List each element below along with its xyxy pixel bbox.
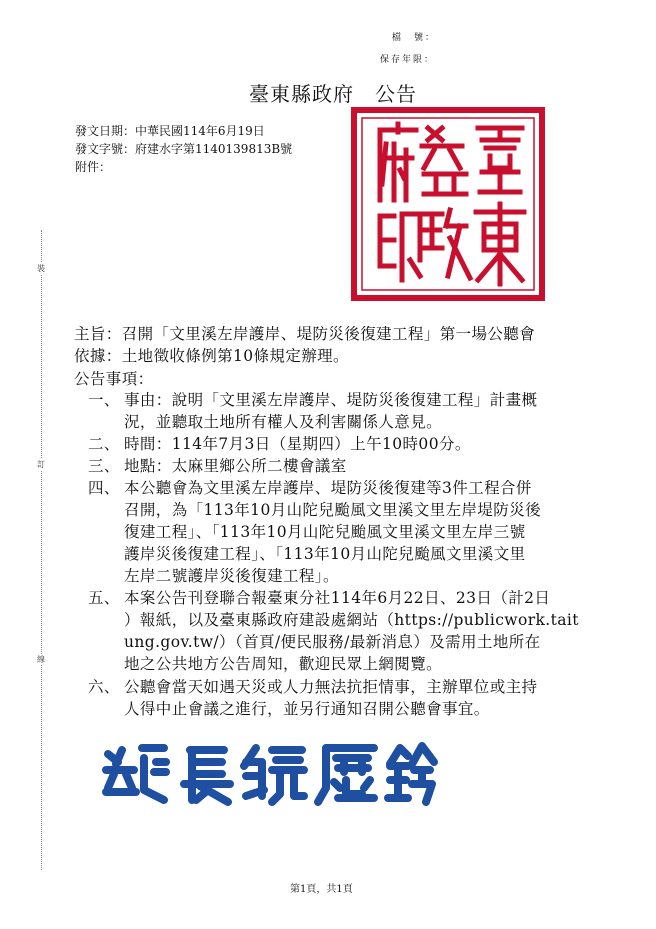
item-line: 事由：說明「文里溪左岸護岸、堤防災後復建工程」計畫概: [124, 391, 538, 409]
binding-mark-zhuang: 裝: [37, 264, 45, 273]
issue-date: 發文日期：中華民國114年6月19日: [75, 124, 265, 138]
item-number: 一、: [88, 391, 120, 409]
item-number: 三、: [88, 457, 120, 475]
item-line: 左岸二號護岸災後復建工程」。: [124, 567, 339, 585]
item-number: 二、: [88, 435, 120, 453]
item-number: 六、: [88, 678, 120, 696]
item-line: 況，並聽取土地所有權人及利害關係人意見。: [124, 413, 443, 431]
page-number: 第1頁，共1頁: [290, 884, 353, 895]
official-seal-stamp: [350, 106, 546, 302]
item-line: 地之公共地方公告周知，歡迎民眾上網閱覽。: [124, 655, 443, 673]
seal-icon: [350, 106, 546, 302]
page-title: 臺東縣政府 公告: [249, 82, 417, 106]
item-line: 召開，為「113年10月山陀兒颱風文里溪文里左岸堤防災後: [124, 501, 542, 519]
issue-number: 發文字號：府建水字第1140139813B號: [75, 142, 293, 156]
item-line: 護岸災後復建工程」、「113年10月山陀兒颱風文里溪文里: [124, 545, 526, 563]
item-line: 地點：太麻里鄉公所二樓會議室: [124, 457, 347, 475]
subject-line: 主旨：召開「文里溪左岸護岸、堤防災後復建工程」第一場公聽會: [74, 325, 536, 343]
item-line: 本公聽會為文里溪左岸護岸、堤防災後復建等3件工程合併: [124, 479, 532, 497]
retention-label: 保存年限：: [380, 55, 436, 65]
item-line: 公聽會當天如遇天災或人力無法抗拒情事，主辦單位或主持: [124, 678, 538, 696]
file-number-label: 檔 號：: [392, 33, 437, 43]
item-number: 四、: [88, 479, 120, 497]
item-line: 人得中止會議之進行，並另行通知召開公聽會事宜。: [124, 700, 490, 718]
binding-mark-ding: 訂: [37, 460, 45, 469]
item-line: 時間：114年7月3日（星期四）上午10時00分。: [124, 435, 471, 453]
item-line: ）報紙，以及臺東縣政府建設處網站（https://publicwork.tait: [124, 611, 579, 629]
item-line: ung.gov.tw/）（首頁/便民服務/最新消息）及需用土地所在: [124, 633, 541, 651]
binding-mark-xian: 線: [37, 655, 45, 664]
items-heading: 公告事項：: [74, 370, 154, 388]
basis-line: 依據：土地徵收條例第10條規定辦理。: [74, 347, 349, 365]
item-number: 五、: [88, 589, 120, 607]
binding-line: [41, 230, 42, 870]
mayor-signature: [100, 740, 440, 810]
attachment-label: 附件：: [75, 160, 112, 174]
signature-icon: [100, 740, 440, 810]
item-line: 本案公告刊登聯合報臺東分社114年6月22日、23日（計2日: [124, 589, 551, 607]
item-line: 復建工程」、「113年10月山陀兒颱風文里溪文里左岸三號: [124, 523, 526, 541]
